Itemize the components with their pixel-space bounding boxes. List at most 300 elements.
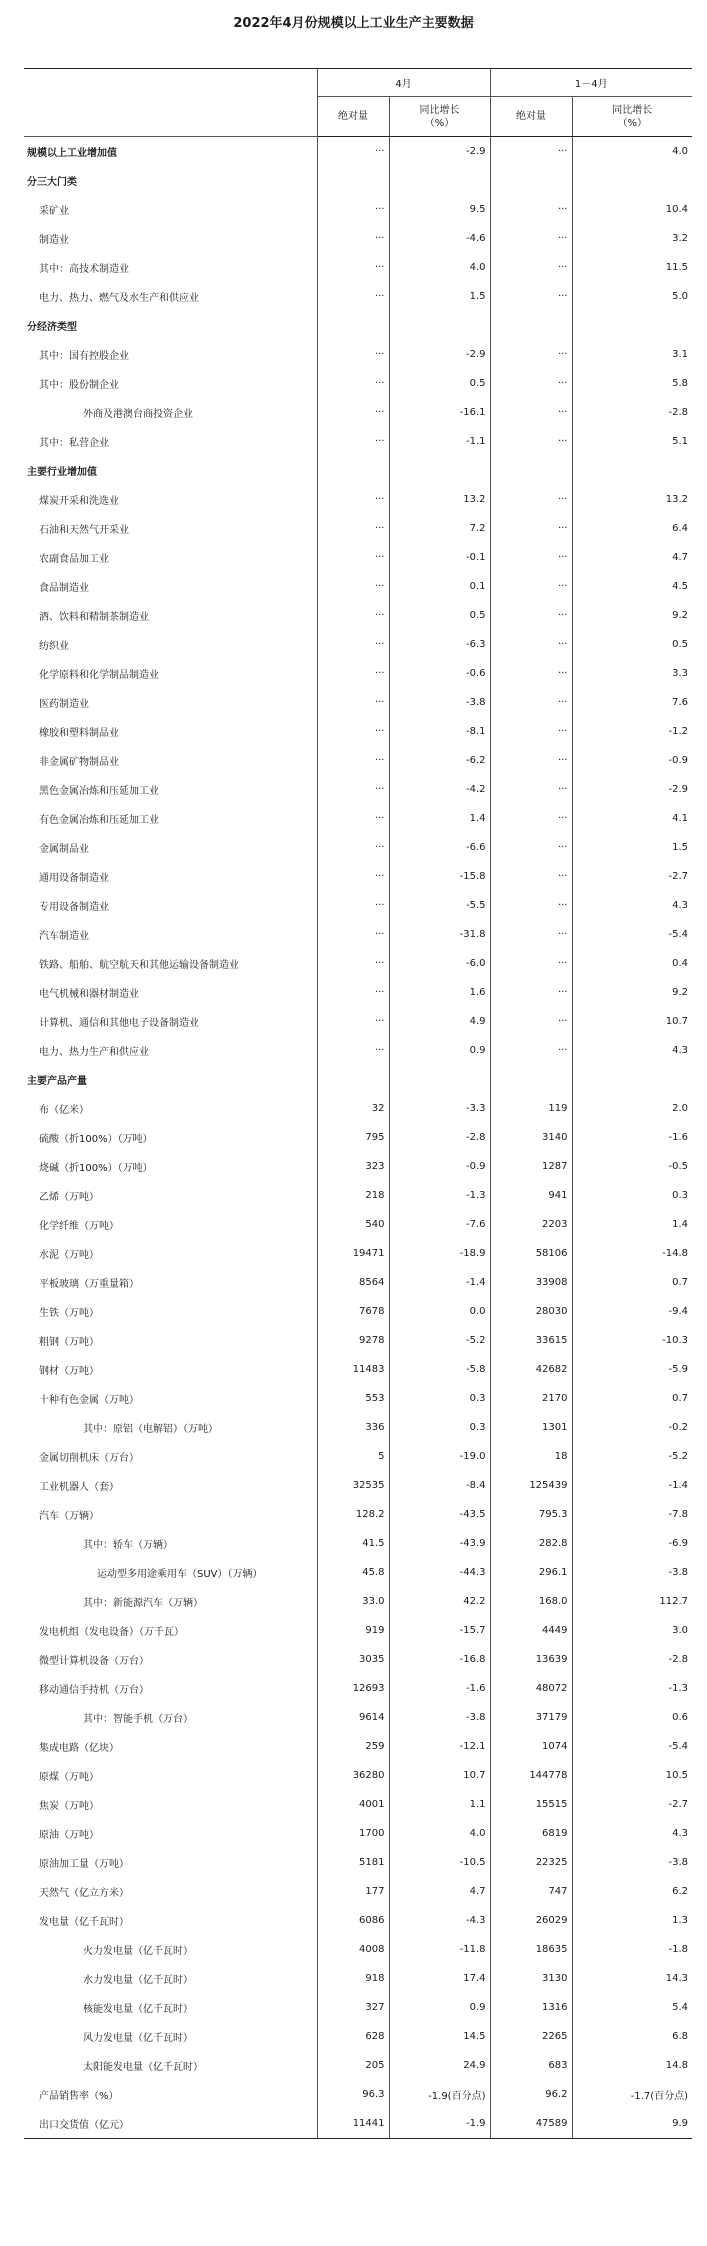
row-label-text: 医药制造业 <box>39 699 89 710</box>
row-label <box>24 746 317 775</box>
ytd-absolute-cell: 125439 <box>490 1471 572 1500</box>
table-row <box>24 1645 692 1674</box>
row-label-text: 纺织业 <box>39 641 69 652</box>
table-row <box>24 369 692 398</box>
ytd-absolute-cell: 1074 <box>490 1732 572 1761</box>
row-label-text: 石油和天然气开采业 <box>39 525 129 536</box>
ytd-absolute-cell: ··· <box>490 340 572 369</box>
april-yoy-cell: -1.3 <box>389 1181 490 1210</box>
row-label-text: 其中：私营企业 <box>39 438 109 449</box>
april-absolute-cell: ··· <box>317 543 389 572</box>
ytd-yoy-cell: -1.2 <box>572 717 692 746</box>
row-label-text: 有色金属冶炼和压延加工业 <box>39 815 159 826</box>
april-absolute-cell: ··· <box>317 688 389 717</box>
ytd-absolute-cell: 58106 <box>490 1239 572 1268</box>
table-row <box>24 1094 692 1123</box>
april-absolute-cell: ··· <box>317 978 389 1007</box>
april-absolute-cell <box>317 456 389 485</box>
ytd-yoy-cell: 5.0 <box>572 282 692 311</box>
row-label-text: 平板玻璃（万重量箱） <box>39 1279 139 1290</box>
april-yoy-cell: 7.2 <box>389 514 490 543</box>
ytd-absolute-cell: 747 <box>490 1877 572 1906</box>
april-absolute-cell: ··· <box>317 775 389 804</box>
ytd-yoy-cell: -5.2 <box>572 1442 692 1471</box>
ytd-absolute-cell: 1287 <box>490 1152 572 1181</box>
ytd-absolute-cell: 4449 <box>490 1616 572 1645</box>
april-yoy-cell: 0.0 <box>389 1297 490 1326</box>
april-yoy-cell: 42.2 <box>389 1587 490 1616</box>
row-label <box>24 717 317 746</box>
april-yoy-cell <box>389 311 490 340</box>
table-row <box>24 1268 692 1297</box>
april-absolute-cell: ··· <box>317 1036 389 1065</box>
ytd-yoy-cell: 4.0 <box>572 137 692 167</box>
header-group-april: 4月 <box>317 69 490 97</box>
row-label-text: 食品制造业 <box>39 583 89 594</box>
table-row <box>24 1790 692 1819</box>
table-row <box>24 1529 692 1558</box>
row-label <box>24 1790 317 1819</box>
row-label <box>24 1993 317 2022</box>
row-label-text: 其中：高技术制造业 <box>39 264 129 275</box>
row-label <box>24 1123 317 1152</box>
row-label-text: 黑色金属冶炼和压延加工业 <box>39 786 159 797</box>
table-row <box>24 572 692 601</box>
row-label-text: 分经济类型 <box>27 322 77 333</box>
ytd-absolute-cell: ··· <box>490 717 572 746</box>
table-row <box>24 1181 692 1210</box>
ytd-yoy-cell: 4.7 <box>572 543 692 572</box>
april-yoy-cell: -1.4 <box>389 1268 490 1297</box>
april-yoy-cell: -31.8 <box>389 920 490 949</box>
april-absolute-cell: 1700 <box>317 1819 389 1848</box>
april-absolute-cell: 33.0 <box>317 1587 389 1616</box>
april-yoy-cell: -2.9 <box>389 340 490 369</box>
ytd-absolute-cell: ··· <box>490 804 572 833</box>
april-absolute-cell: 5181 <box>317 1848 389 1877</box>
table-row <box>24 1906 692 1935</box>
row-label <box>24 1384 317 1413</box>
table-row <box>24 746 692 775</box>
ytd-yoy-cell: 9.2 <box>572 978 692 1007</box>
april-absolute-cell: ··· <box>317 746 389 775</box>
april-yoy-cell: 0.3 <box>389 1413 490 1442</box>
ytd-yoy-cell: 9.2 <box>572 601 692 630</box>
ytd-yoy-cell: -9.4 <box>572 1297 692 1326</box>
ytd-absolute-cell: ··· <box>490 137 572 167</box>
ytd-yoy-cell: -2.7 <box>572 862 692 891</box>
row-label <box>24 2022 317 2051</box>
april-absolute-cell: 41.5 <box>317 1529 389 1558</box>
ytd-absolute-cell: ··· <box>490 891 572 920</box>
row-label <box>24 1761 317 1790</box>
row-label-text: 主要产品产量 <box>27 1076 87 1087</box>
april-yoy-cell: -43.9 <box>389 1529 490 1558</box>
table-row <box>24 949 692 978</box>
table-row <box>24 659 692 688</box>
row-label <box>24 1703 317 1732</box>
table-row <box>24 717 692 746</box>
ytd-yoy-cell: 5.4 <box>572 1993 692 2022</box>
ytd-absolute-cell: 15515 <box>490 1790 572 1819</box>
ytd-yoy-cell: -14.8 <box>572 1239 692 1268</box>
row-label-text: 专用设备制造业 <box>39 902 109 913</box>
row-label <box>24 224 317 253</box>
ytd-absolute-cell <box>490 456 572 485</box>
row-label <box>24 688 317 717</box>
row-label-text: 产品销售率（%） <box>39 2091 119 2102</box>
table-row <box>24 1210 692 1239</box>
april-yoy-cell: -15.7 <box>389 1616 490 1645</box>
section-heading <box>24 137 317 167</box>
table-row <box>24 340 692 369</box>
ytd-absolute-cell: 941 <box>490 1181 572 1210</box>
ytd-yoy-cell: 5.8 <box>572 369 692 398</box>
row-label-text: 制造业 <box>39 235 69 246</box>
row-label-text: 发电量（亿千瓦时） <box>39 1917 129 1928</box>
ytd-yoy-cell: 2.0 <box>572 1094 692 1123</box>
april-absolute-cell: 8564 <box>317 1268 389 1297</box>
ytd-yoy-cell: 4.3 <box>572 1819 692 1848</box>
ytd-yoy-cell: -5.9 <box>572 1355 692 1384</box>
ytd-absolute-cell: 2265 <box>490 2022 572 2051</box>
row-label <box>24 1181 317 1210</box>
table-row <box>24 1007 692 1036</box>
april-absolute-cell: 336 <box>317 1413 389 1442</box>
april-yoy-cell: -4.2 <box>389 775 490 804</box>
ytd-yoy-cell: 3.0 <box>572 1616 692 1645</box>
row-label-text: 其中：智能手机（万台） <box>83 1714 193 1725</box>
table-row <box>24 862 692 891</box>
april-yoy-cell: -43.5 <box>389 1500 490 1529</box>
table-row <box>24 601 692 630</box>
row-label <box>24 1964 317 1993</box>
ytd-absolute-cell: 144778 <box>490 1761 572 1790</box>
april-absolute-cell: 32535 <box>317 1471 389 1500</box>
april-absolute-cell: 540 <box>317 1210 389 1239</box>
ytd-absolute-cell: 28030 <box>490 1297 572 1326</box>
april-yoy-cell: -2.9 <box>389 137 490 167</box>
ytd-absolute-cell: ··· <box>490 282 572 311</box>
row-label <box>24 2051 317 2080</box>
row-label-text: 太阳能发电量（亿千瓦时） <box>83 2062 203 2073</box>
row-label-text: 焦炭（万吨） <box>39 1801 99 1812</box>
ytd-yoy-cell: -0.5 <box>572 1152 692 1181</box>
row-label <box>24 1500 317 1529</box>
row-label <box>24 398 317 427</box>
april-absolute-cell: ··· <box>317 601 389 630</box>
row-label <box>24 833 317 862</box>
april-absolute-cell: ··· <box>317 630 389 659</box>
april-absolute-cell: 5 <box>317 1442 389 1471</box>
ytd-yoy-cell: 10.4 <box>572 195 692 224</box>
april-absolute-cell: 19471 <box>317 1239 389 1268</box>
april-absolute-cell: ··· <box>317 137 389 167</box>
april-yoy-cell: -15.8 <box>389 862 490 891</box>
april-absolute-cell: 128.2 <box>317 1500 389 1529</box>
april-yoy-cell: 13.2 <box>389 485 490 514</box>
table-row <box>24 1471 692 1500</box>
row-label <box>24 920 317 949</box>
april-yoy-cell: 4.9 <box>389 1007 490 1036</box>
table-row <box>24 427 692 456</box>
table-row <box>24 1326 692 1355</box>
table-row <box>24 1848 692 1877</box>
april-absolute-cell: 3035 <box>317 1645 389 1674</box>
ytd-yoy-cell: 1.4 <box>572 1210 692 1239</box>
row-label <box>24 1732 317 1761</box>
ytd-yoy-cell: -0.2 <box>572 1413 692 1442</box>
table-row <box>24 2109 692 2139</box>
table-row <box>24 1819 692 1848</box>
april-absolute-cell: 919 <box>317 1616 389 1645</box>
april-absolute-cell: 96.3 <box>317 2080 389 2109</box>
row-label <box>24 1906 317 1935</box>
row-label-text: 原油（万吨） <box>39 1830 99 1841</box>
ytd-yoy-cell: -1.6 <box>572 1123 692 1152</box>
ytd-yoy-cell: 14.3 <box>572 1964 692 1993</box>
ytd-yoy-cell: -3.8 <box>572 1848 692 1877</box>
row-label-text: 原油加工量（万吨） <box>39 1859 129 1870</box>
ytd-yoy-cell: 14.8 <box>572 2051 692 2080</box>
april-absolute-cell: 218 <box>317 1181 389 1210</box>
section-heading <box>24 1065 317 1094</box>
section-heading <box>24 456 317 485</box>
ytd-yoy-cell: -2.9 <box>572 775 692 804</box>
row-label <box>24 659 317 688</box>
ytd-absolute-cell: 1301 <box>490 1413 572 1442</box>
april-yoy-cell: 14.5 <box>389 2022 490 2051</box>
ytd-absolute-cell: ··· <box>490 427 572 456</box>
table-header <box>24 69 692 137</box>
ytd-absolute-cell: ··· <box>490 543 572 572</box>
ytd-absolute-cell: 96.2 <box>490 2080 572 2109</box>
april-absolute-cell: ··· <box>317 804 389 833</box>
april-absolute-cell: 6086 <box>317 1906 389 1935</box>
row-label-text: 微型计算机设备（万台） <box>39 1656 149 1667</box>
page-title: 2022年4月份规模以上工业生产主要数据 <box>233 16 474 31</box>
row-label-text: 核能发电量（亿千瓦时） <box>83 2004 193 2015</box>
row-label <box>24 1152 317 1181</box>
row-label-text: 金属制品业 <box>39 844 89 855</box>
ytd-yoy-cell: -1.4 <box>572 1471 692 1500</box>
row-label <box>24 1645 317 1674</box>
april-yoy-cell: -0.1 <box>389 543 490 572</box>
row-label <box>24 1094 317 1123</box>
table-row <box>24 1500 692 1529</box>
ytd-yoy-cell: 0.7 <box>572 1268 692 1297</box>
row-label-text: 其中：轿车（万辆） <box>83 1540 173 1551</box>
april-absolute-cell: ··· <box>317 833 389 862</box>
april-absolute-cell: ··· <box>317 369 389 398</box>
row-label-text: 规模以上工业增加值 <box>27 148 117 159</box>
ytd-yoy-cell: -7.8 <box>572 1500 692 1529</box>
table-row <box>24 833 692 862</box>
section-row <box>24 456 692 485</box>
april-absolute-cell: 12693 <box>317 1674 389 1703</box>
ytd-yoy-cell <box>572 456 692 485</box>
row-label <box>24 369 317 398</box>
april-absolute-cell: ··· <box>317 891 389 920</box>
row-label-text: 铁路、船舶、航空航天和其他运输设备制造业 <box>39 960 239 971</box>
ytd-yoy-cell: -6.9 <box>572 1529 692 1558</box>
ytd-yoy-cell: 6.4 <box>572 514 692 543</box>
row-label-text: 煤炭开采和洗选业 <box>39 496 119 507</box>
ytd-yoy-cell: 4.5 <box>572 572 692 601</box>
ytd-absolute-cell: 282.8 <box>490 1529 572 1558</box>
row-label <box>24 195 317 224</box>
row-label-text: 其中：国有控股企业 <box>39 351 129 362</box>
april-yoy-cell: -3.8 <box>389 688 490 717</box>
ytd-yoy-cell: 0.6 <box>572 1703 692 1732</box>
table-row <box>24 1297 692 1326</box>
april-absolute-cell: 553 <box>317 1384 389 1413</box>
row-label-text: 出口交货值（亿元） <box>39 2120 129 2131</box>
row-label <box>24 1036 317 1065</box>
table-row <box>24 1732 692 1761</box>
april-absolute-cell: 4008 <box>317 1935 389 1964</box>
table-row <box>24 1877 692 1906</box>
april-yoy-cell: 0.9 <box>389 1993 490 2022</box>
row-label-text: 其中：原铝（电解铝）（万吨） <box>83 1424 218 1435</box>
table-row <box>24 630 692 659</box>
ytd-absolute-cell: 37179 <box>490 1703 572 1732</box>
header-april-yoy: 同比增长 （%） <box>389 97 490 137</box>
row-label-text: 汽车（万辆） <box>39 1511 99 1522</box>
ytd-absolute-cell: ··· <box>490 195 572 224</box>
row-label <box>24 862 317 891</box>
april-yoy-cell: -1.9(百分点) <box>389 2080 490 2109</box>
table-row <box>24 1036 692 1065</box>
ytd-yoy-cell: -1.8 <box>572 1935 692 1964</box>
ytd-absolute-cell: ··· <box>490 485 572 514</box>
row-label <box>24 253 317 282</box>
row-label-text: 外商及港澳台商投资企业 <box>83 409 193 420</box>
april-yoy-cell: 17.4 <box>389 1964 490 1993</box>
table-row <box>24 1558 692 1587</box>
ytd-yoy-cell: 6.8 <box>572 2022 692 2051</box>
ytd-yoy-cell: 1.5 <box>572 833 692 862</box>
april-yoy-cell: -0.6 <box>389 659 490 688</box>
row-label <box>24 1848 317 1877</box>
april-absolute-cell: ··· <box>317 485 389 514</box>
row-label <box>24 1674 317 1703</box>
april-yoy-cell: 10.7 <box>389 1761 490 1790</box>
table-row <box>24 282 692 311</box>
april-absolute-cell: 45.8 <box>317 1558 389 1587</box>
row-label <box>24 601 317 630</box>
row-label <box>24 2080 317 2109</box>
table-row <box>24 1587 692 1616</box>
april-yoy-cell: -3.3 <box>389 1094 490 1123</box>
ytd-yoy-cell: -2.7 <box>572 1790 692 1819</box>
table-row <box>24 224 692 253</box>
row-label <box>24 1529 317 1558</box>
row-label <box>24 427 317 456</box>
ytd-absolute-cell: ··· <box>490 369 572 398</box>
april-absolute-cell: ··· <box>317 282 389 311</box>
section-row <box>24 166 692 195</box>
row-label <box>24 978 317 1007</box>
ytd-absolute-cell: 33908 <box>490 1268 572 1297</box>
ytd-yoy-cell: 3.1 <box>572 340 692 369</box>
ytd-yoy-cell: 10.7 <box>572 1007 692 1036</box>
april-yoy-cell: -5.5 <box>389 891 490 920</box>
ytd-yoy-cell: 4.1 <box>572 804 692 833</box>
april-yoy-cell: -18.9 <box>389 1239 490 1268</box>
ytd-yoy-cell: 3.2 <box>572 224 692 253</box>
table-row <box>24 2080 692 2109</box>
april-absolute-cell: 11483 <box>317 1355 389 1384</box>
row-label <box>24 1935 317 1964</box>
ytd-yoy-cell: 1.3 <box>572 1906 692 1935</box>
row-label-text: 钢材（万吨） <box>39 1366 99 1377</box>
april-absolute-cell: ··· <box>317 1007 389 1036</box>
row-label <box>24 630 317 659</box>
row-label <box>24 514 317 543</box>
row-label <box>24 1413 317 1442</box>
header-ytd-yoy: 同比增长 （%） <box>572 97 692 137</box>
ytd-yoy-cell: -5.4 <box>572 920 692 949</box>
april-absolute-cell: ··· <box>317 195 389 224</box>
april-yoy-cell: 1.6 <box>389 978 490 1007</box>
table-row <box>24 1761 692 1790</box>
ytd-yoy-cell: 0.7 <box>572 1384 692 1413</box>
table-row <box>24 688 692 717</box>
april-yoy-cell: 9.5 <box>389 195 490 224</box>
april-absolute-cell: ··· <box>317 572 389 601</box>
row-label <box>24 1587 317 1616</box>
table-row <box>24 2022 692 2051</box>
april-yoy-cell: 4.7 <box>389 1877 490 1906</box>
ytd-yoy-cell: -0.9 <box>572 746 692 775</box>
row-label-text: 电力、热力生产和供应业 <box>39 1047 149 1058</box>
row-label-text: 金属切削机床（万台） <box>39 1453 139 1464</box>
table-row <box>24 1123 692 1152</box>
april-absolute-cell: ··· <box>317 514 389 543</box>
row-label-text: 化学纤维（万吨） <box>39 1221 119 1232</box>
row-label <box>24 891 317 920</box>
april-yoy-cell <box>389 456 490 485</box>
april-yoy-cell: -11.8 <box>389 1935 490 1964</box>
ytd-absolute-cell: ··· <box>490 688 572 717</box>
row-label-text: 非金属矿物制品业 <box>39 757 119 768</box>
header-item-column <box>24 69 317 137</box>
ytd-yoy-cell <box>572 166 692 195</box>
row-label <box>24 340 317 369</box>
april-absolute-cell: 9614 <box>317 1703 389 1732</box>
row-label-text: 乙烯（万吨） <box>39 1192 99 1203</box>
table-row <box>24 1935 692 1964</box>
ytd-absolute-cell: ··· <box>490 514 572 543</box>
ytd-yoy-cell: 0.4 <box>572 949 692 978</box>
row-label-text: 运动型多用途乘用车（SUV）（万辆） <box>97 1569 263 1580</box>
april-yoy-cell: -0.9 <box>389 1152 490 1181</box>
row-label-text: 其中：股份制企业 <box>39 380 119 391</box>
ytd-yoy-cell: 112.7 <box>572 1587 692 1616</box>
ytd-absolute-cell: 18 <box>490 1442 572 1471</box>
april-yoy-cell: -8.1 <box>389 717 490 746</box>
ytd-absolute-cell: 47589 <box>490 2109 572 2139</box>
ytd-absolute-cell: ··· <box>490 398 572 427</box>
april-yoy-cell: -3.8 <box>389 1703 490 1732</box>
april-yoy-cell: -12.1 <box>389 1732 490 1761</box>
row-label <box>24 1239 317 1268</box>
ytd-absolute-cell: 168.0 <box>490 1587 572 1616</box>
table-row <box>24 891 692 920</box>
row-label-text: 移动通信手持机（万台） <box>39 1685 149 1696</box>
table-row <box>24 1703 692 1732</box>
